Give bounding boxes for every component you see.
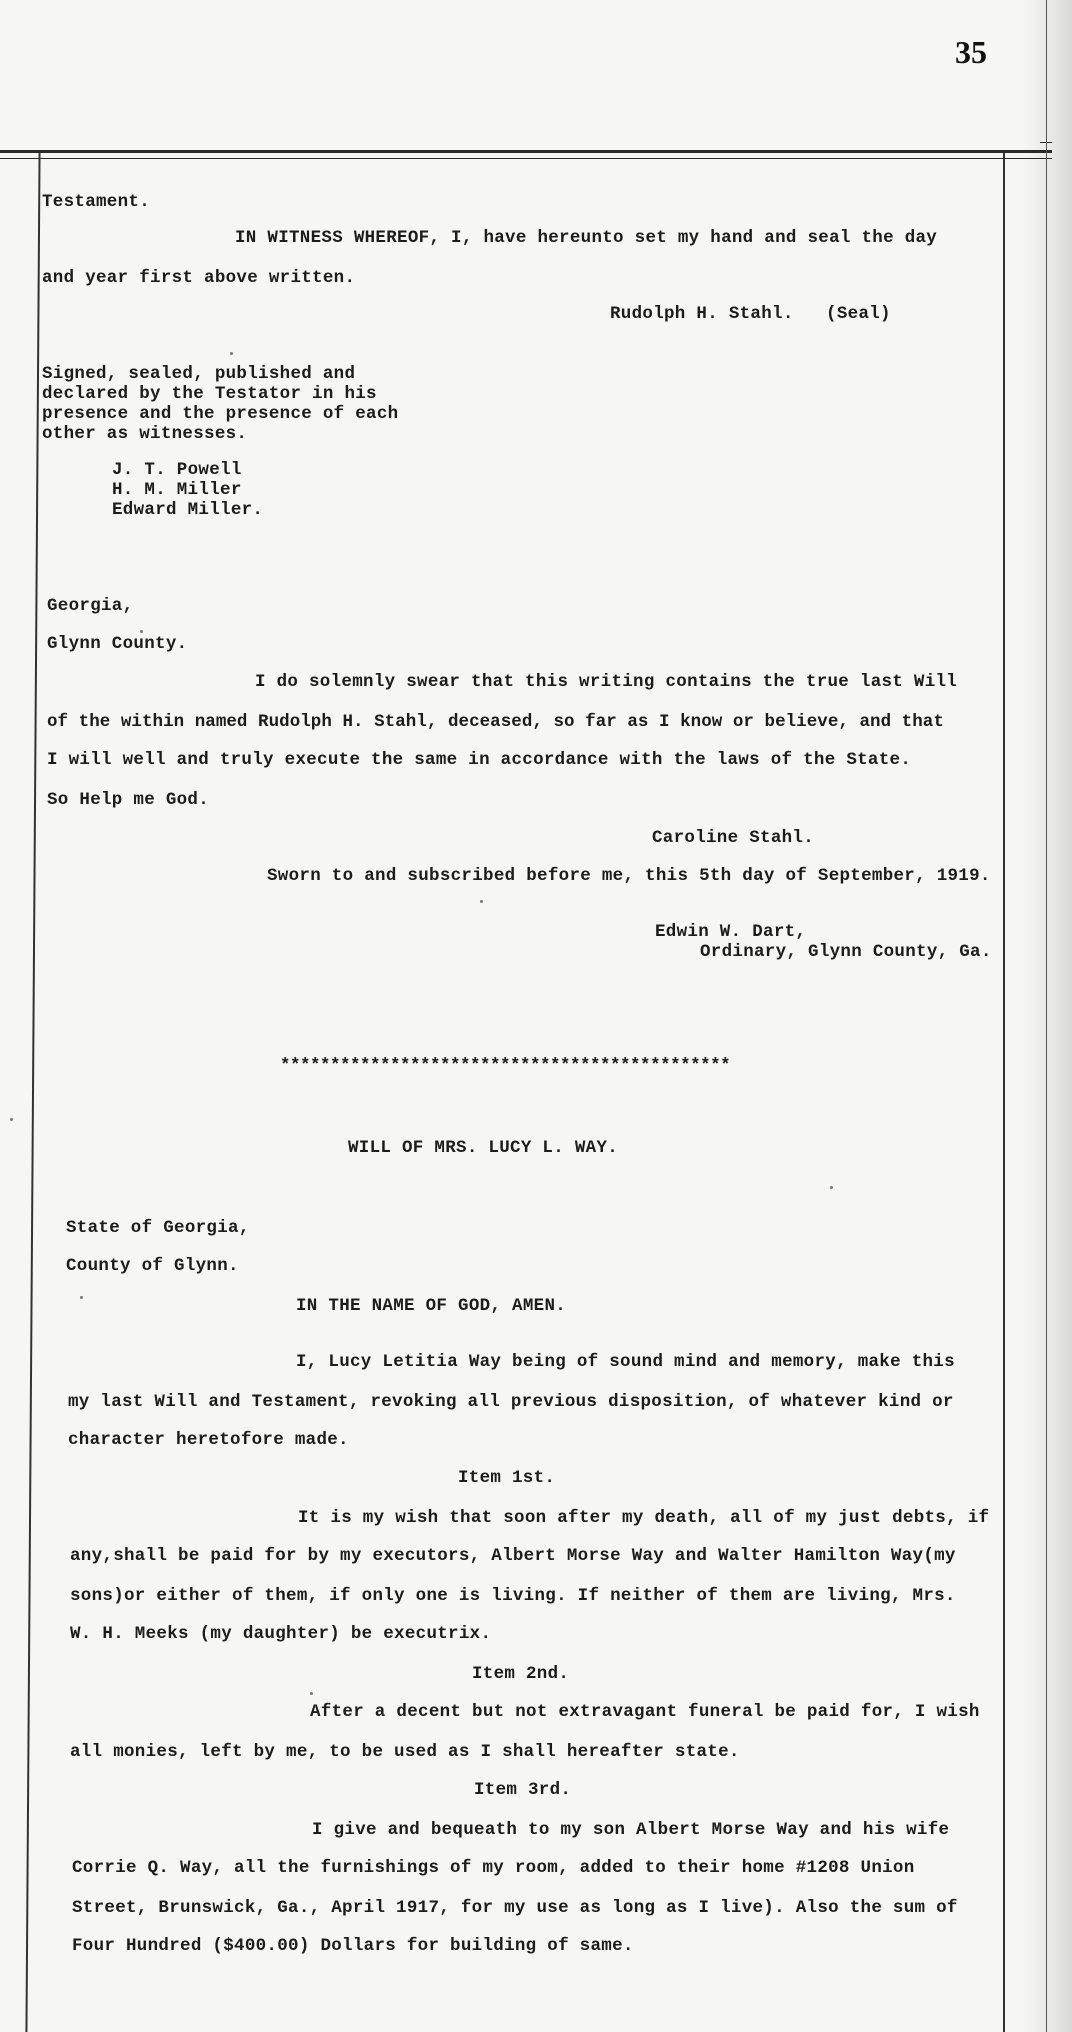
right-margin-line	[1003, 153, 1005, 2032]
item-heading: Item 2nd.	[472, 1664, 570, 1684]
affiant-signature: Caroline Stahl.	[652, 828, 815, 848]
scan-speck	[830, 1186, 833, 1189]
ordinary-signature: Edwin W. Dart,	[655, 922, 807, 942]
scan-speck	[140, 630, 143, 633]
witness-name: J. T. Powell	[112, 460, 242, 480]
right-edge-line	[1046, 0, 1047, 2032]
text-line: After a decent but not extravagant funeral be paid for, I wish	[310, 1702, 980, 1722]
text-line: I will well and truly execute the same in accordance with the laws of the State.	[47, 750, 912, 770]
text-line: W. H. Meeks (my daughter) be executrix.	[70, 1624, 492, 1644]
scan-speck	[480, 900, 483, 903]
text-line: Glynn County.	[47, 634, 188, 654]
scan-speck	[80, 1296, 83, 1299]
text-line: State of Georgia,	[66, 1218, 250, 1238]
attestation-line: Signed, sealed, published and	[42, 364, 356, 384]
page-number: 35	[955, 34, 987, 70]
left-margin-line	[25, 153, 40, 2032]
text-line: I give and bequeath to my son Albert Morse Way and his wife	[312, 1820, 950, 1840]
text-line: of the within named Rudolph H. Stahl, deceased, so far as I know or believe, and that	[47, 712, 944, 732]
attestation-line: declared by the Testator in his	[42, 384, 377, 404]
text-line: It is my wish that soon after my death, all of my just debts, if	[298, 1508, 990, 1528]
attestation-line: other as witnesses.	[42, 424, 248, 444]
section-separator: *********************************************	[280, 1056, 731, 1076]
text-line: Georgia,	[47, 596, 134, 616]
page-edge-shadow	[1022, 0, 1072, 2032]
text-line: all monies, left by me, to be used as I shall hereafter state.	[70, 1742, 740, 1762]
text-line: IN WITNESS WHEREOF, I, have hereunto set my hand and seal the day	[235, 228, 938, 248]
witness-name: H. M. Miller	[112, 480, 242, 500]
top-rule	[0, 150, 1052, 153]
testator-signature: Rudolph H. Stahl. (Seal)	[610, 304, 891, 324]
text-line: character heretofore made.	[68, 1430, 349, 1450]
attestation-line: presence and the presence of each	[42, 404, 399, 424]
text-line: any,shall be paid for by my executors, Albert Morse Way and Walter Hamilton Way(my	[70, 1546, 956, 1566]
scan-speck	[310, 1692, 313, 1695]
scan-speck	[10, 1118, 13, 1121]
text-line: Street, Brunswick, Ga., April 1917, for my use as long as I live). Also the sum of	[72, 1898, 958, 1918]
item-heading: Item 3rd.	[474, 1780, 572, 1800]
item-heading: Item 1st.	[458, 1468, 556, 1488]
ordinary-title: Ordinary, Glynn County, Ga.	[700, 942, 992, 962]
text-line: Corrie Q. Way, all the furnishings of my room, added to their home #1208 Union	[72, 1858, 915, 1878]
text-line: Sworn to and subscribed before me, this 5th day of September, 1919.	[267, 866, 991, 886]
text-line: I do solemnly swear that this writing contains the true last Will	[255, 672, 958, 692]
text-line: my last Will and Testament, revoking all previous disposition, of whatever kind or	[68, 1392, 954, 1412]
text-line: Testament.	[42, 192, 151, 212]
text-line: I, Lucy Letitia Way being of sound mind and memory, make this	[296, 1352, 955, 1372]
scan-speck	[230, 352, 233, 355]
text-line: and year first above written.	[42, 268, 356, 288]
will-title: WILL OF MRS. LUCY L. WAY.	[348, 1138, 619, 1158]
text-line: County of Glynn.	[66, 1256, 239, 1276]
text-line: So Help me God.	[47, 790, 210, 810]
text-line: sons)or either of them, if only one is living. If neither of them are living, Mrs.	[70, 1586, 956, 1606]
witness-name: Edward Miller.	[112, 500, 264, 520]
text-line: IN THE NAME OF GOD, AMEN.	[296, 1296, 567, 1316]
text-line: Four Hundred ($400.00) Dollars for building of same.	[72, 1936, 634, 1956]
top-rule-thin	[0, 158, 1052, 159]
